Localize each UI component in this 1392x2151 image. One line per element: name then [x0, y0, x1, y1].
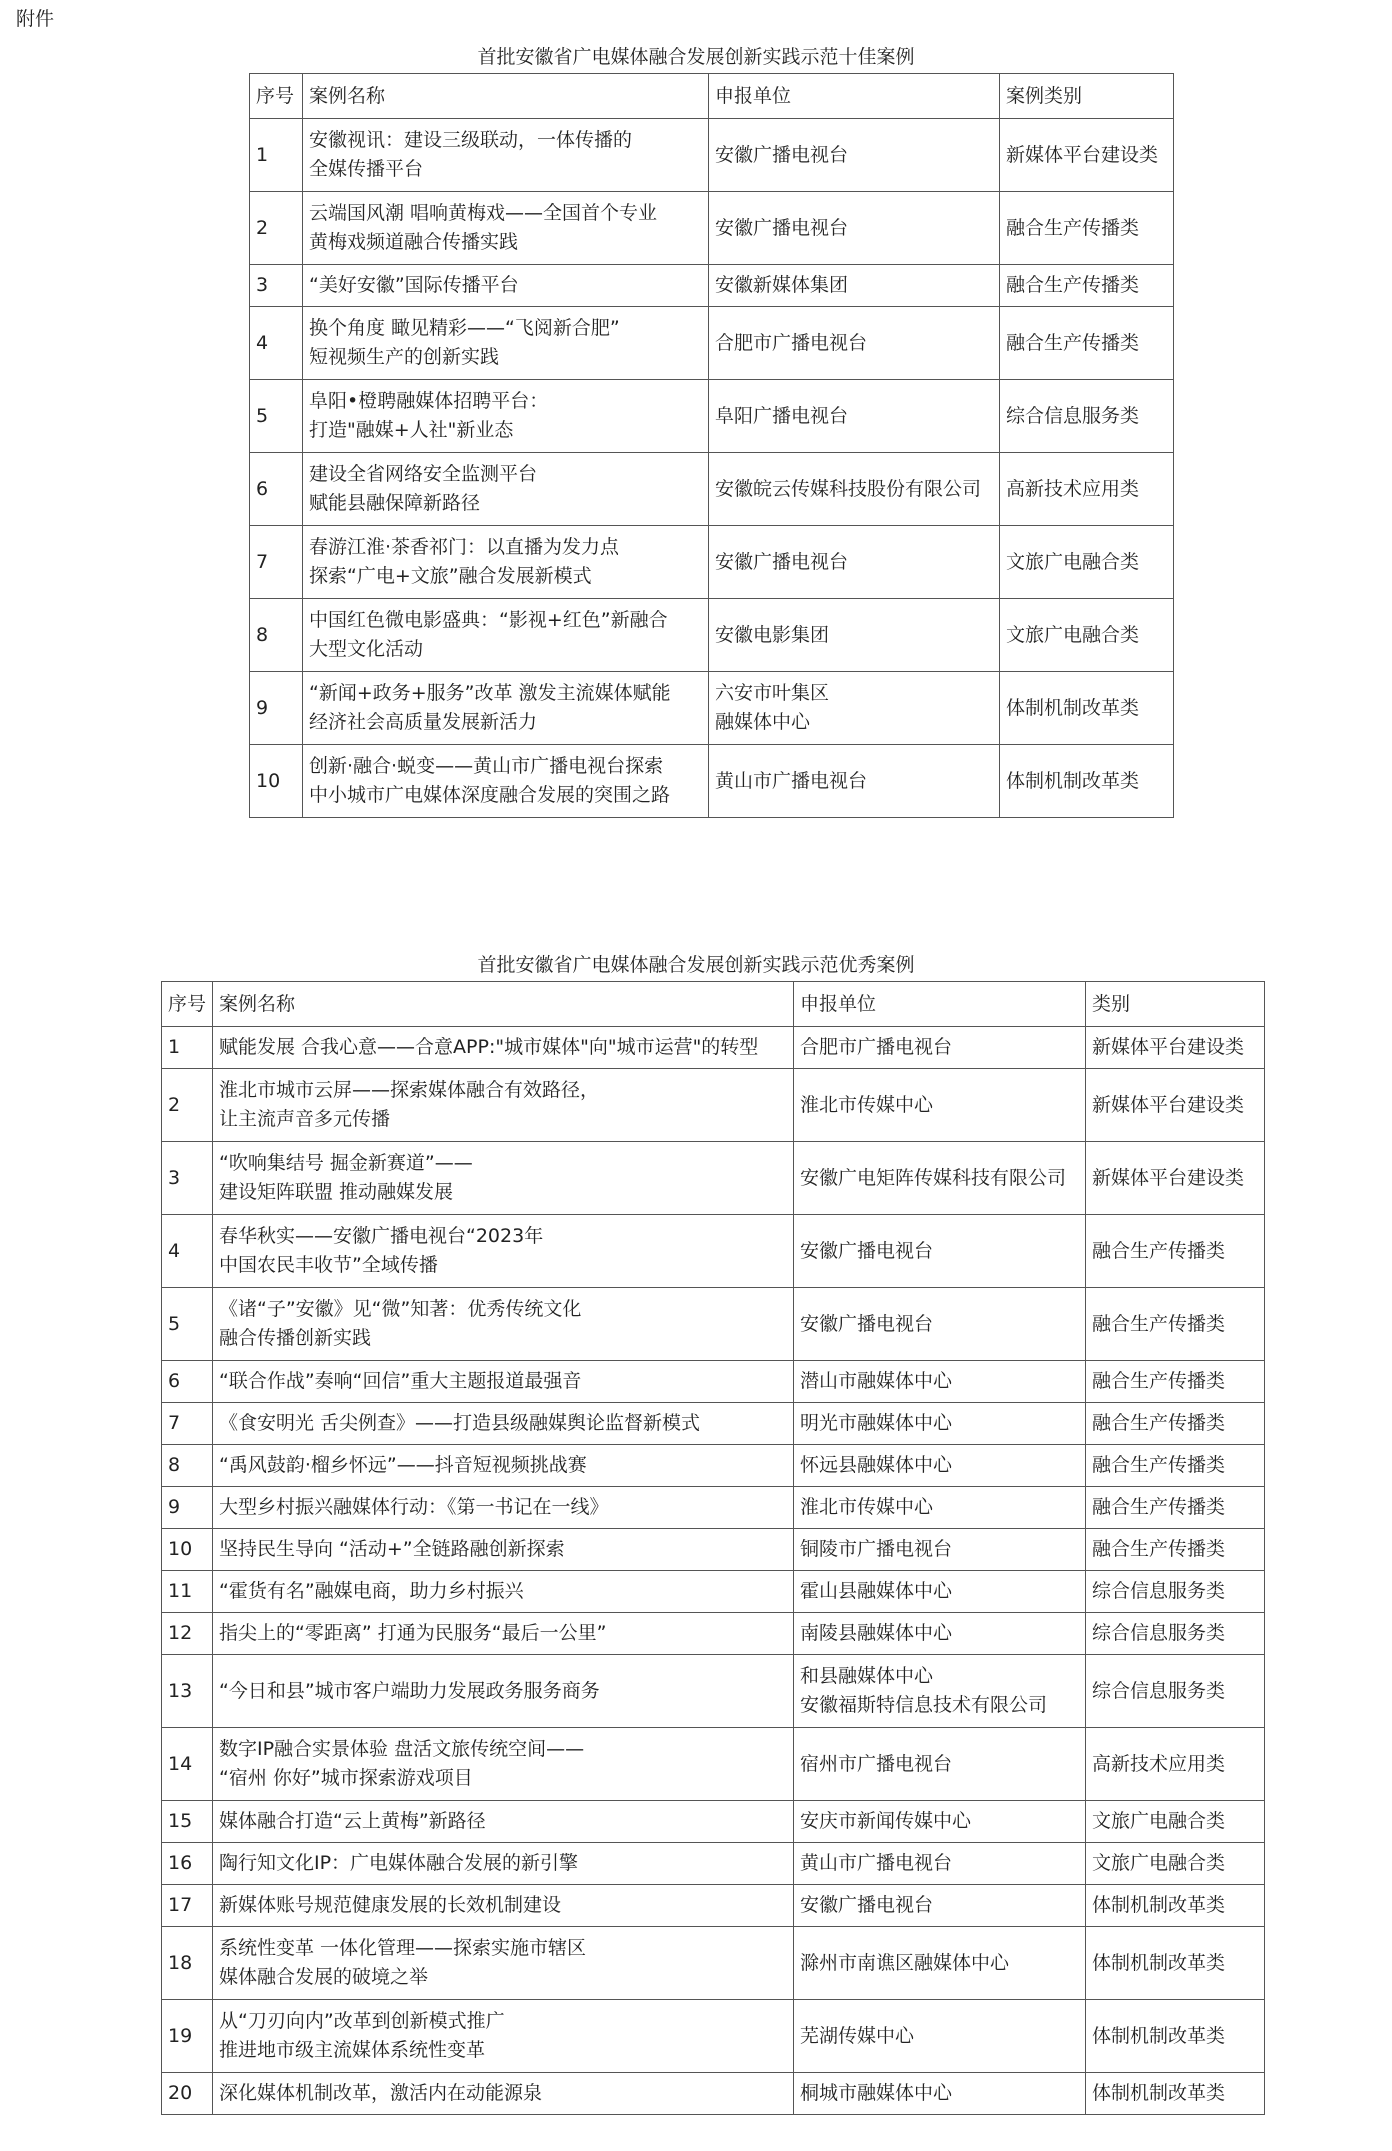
table1-title: 首批安徽省广电媒体融合发展创新实践示范十佳案例 — [477, 46, 915, 68]
cell-category: 融合生产传播类 — [1086, 1487, 1265, 1529]
header-row — [250, 74, 1174, 119]
cell-unit: 霍山县融媒体中心 — [794, 1571, 1086, 1613]
table-row — [162, 1215, 1265, 1288]
table-row — [162, 1655, 1265, 1728]
cell-index: 8 — [162, 1445, 213, 1487]
column-header: 序号 — [250, 74, 303, 119]
cell-case-name: “美好安徽”国际传播平台 — [303, 265, 709, 307]
cell-index: 10 — [250, 745, 303, 818]
cell-category: 文旅广电融合类 — [1086, 1801, 1265, 1843]
table-row — [250, 192, 1174, 265]
cell-unit: 安徽广播电视台 — [794, 1288, 1086, 1361]
cell-index: 7 — [250, 526, 303, 599]
cell-index: 9 — [162, 1487, 213, 1529]
column-header: 类别 — [1086, 982, 1265, 1027]
cell-case-name: 指尖上的“零距离” 打通为民服务“最后一公里” — [213, 1613, 794, 1655]
cell-case-name: “联合作战”奏响“回信”重大主题报道最强音 — [213, 1361, 794, 1403]
cell-category: 综合信息服务类 — [1086, 1655, 1265, 1728]
cell-case-name: “新闻+政务+服务”改革 激发主流媒体赋能 经济社会高质量发展新活力 — [303, 672, 709, 745]
cell-case-name: “霍货有名”融媒电商，助力乡村振兴 — [213, 1571, 794, 1613]
cell-case-name: 陶行知文化IP：广电媒体融合发展的新引擎 — [213, 1843, 794, 1885]
cell-case-name: 中国红色微电影盛典：“影视+红色”新融合 大型文化活动 — [303, 599, 709, 672]
cell-index: 1 — [250, 119, 303, 192]
table-row — [162, 2000, 1265, 2073]
cell-index: 8 — [250, 599, 303, 672]
table-row — [162, 1445, 1265, 1487]
cell-category: 体制机制改革类 — [1086, 1927, 1265, 2000]
table-row — [250, 672, 1174, 745]
cell-unit: 黄山市广播电视台 — [709, 745, 1000, 818]
cell-category: 融合生产传播类 — [1086, 1215, 1265, 1288]
cell-category: 综合信息服务类 — [1086, 1613, 1265, 1655]
cell-index: 2 — [250, 192, 303, 265]
cell-unit: 安徽皖云传媒科技股份有限公司 — [709, 453, 1000, 526]
cell-category: 体制机制改革类 — [1086, 1885, 1265, 1927]
table-row — [162, 1142, 1265, 1215]
cell-case-name: 淮北市城市云屏——探索媒体融合有效路径， 让主流声音多元传播 — [213, 1069, 794, 1142]
table-row — [162, 1529, 1265, 1571]
cell-unit: 黄山市广播电视台 — [794, 1843, 1086, 1885]
table-row — [162, 1027, 1265, 1069]
cell-index: 6 — [162, 1361, 213, 1403]
cell-case-name: 从“刀刃向内”改革到创新模式推广 推进地市级主流媒体系统性变革 — [213, 2000, 794, 2073]
cell-unit: 淮北市传媒中心 — [794, 1487, 1086, 1529]
cell-index: 4 — [250, 307, 303, 380]
cell-index: 19 — [162, 2000, 213, 2073]
cell-case-name: 《食安明光 舌尖例查》——打造县级融媒舆论监督新模式 — [213, 1403, 794, 1445]
cell-category: 高新技术应用类 — [1086, 1728, 1265, 1801]
cell-case-name: 赋能发展 合我心意——合意APP:"城市媒体"向"城市运营"的转型 — [213, 1027, 794, 1069]
cell-category: 文旅广电融合类 — [1000, 599, 1174, 672]
cell-unit: 铜陵市广播电视台 — [794, 1529, 1086, 1571]
cell-category: 文旅广电融合类 — [1086, 1843, 1265, 1885]
cell-case-name: 春华秋实——安徽广播电视台“2023年 中国农民丰收节”全域传播 — [213, 1215, 794, 1288]
table-row — [250, 307, 1174, 380]
table-row — [250, 526, 1174, 599]
cell-index: 11 — [162, 1571, 213, 1613]
excellent-cases-table — [161, 981, 1265, 2115]
cell-category: 新媒体平台建设类 — [1086, 1069, 1265, 1142]
cell-index: 10 — [162, 1529, 213, 1571]
cell-case-name: 新媒体账号规范健康发展的长效机制建设 — [213, 1885, 794, 1927]
cell-case-name: “禹风鼓韵·榴乡怀远”——抖音短视频挑战赛 — [213, 1445, 794, 1487]
column-header: 申报单位 — [709, 74, 1000, 119]
cell-unit: 合肥市广播电视台 — [709, 307, 1000, 380]
cell-index: 12 — [162, 1613, 213, 1655]
cell-unit: 安徽电影集团 — [709, 599, 1000, 672]
cell-case-name: “吹响集结号 掘金新赛道”—— 建设矩阵联盟 推动融媒发展 — [213, 1142, 794, 1215]
cell-index: 2 — [162, 1069, 213, 1142]
cell-index: 20 — [162, 2073, 213, 2115]
cell-unit: 明光市融媒体中心 — [794, 1403, 1086, 1445]
cell-category: 高新技术应用类 — [1000, 453, 1174, 526]
cell-case-name: 安徽视讯：建设三级联动，一体传播的 全媒传播平台 — [303, 119, 709, 192]
cell-category: 融合生产传播类 — [1000, 265, 1174, 307]
cell-index: 15 — [162, 1801, 213, 1843]
table-row — [162, 1487, 1265, 1529]
cell-category: 新媒体平台建设类 — [1000, 119, 1174, 192]
cell-unit: 安徽广播电视台 — [794, 1885, 1086, 1927]
table-row — [250, 453, 1174, 526]
cell-unit: 安徽广电矩阵传媒科技有限公司 — [794, 1142, 1086, 1215]
header-row — [162, 982, 1265, 1027]
cell-unit: 阜阳广播电视台 — [709, 380, 1000, 453]
cell-case-name: 大型乡村振兴融媒体行动：《第一书记在一线》 — [213, 1487, 794, 1529]
cell-case-name: 深化媒体机制改革，激活内在动能源泉 — [213, 2073, 794, 2115]
table-row — [162, 1927, 1265, 2000]
cell-case-name: 数字IP融合实景体验 盘活文旅传统空间—— “宿州 你好”城市探索游戏项目 — [213, 1728, 794, 1801]
cell-unit: 安徽广播电视台 — [709, 192, 1000, 265]
cell-category: 综合信息服务类 — [1000, 380, 1174, 453]
cell-category: 体制机制改革类 — [1086, 2000, 1265, 2073]
cell-unit: 安徽广播电视台 — [794, 1215, 1086, 1288]
cell-unit: 安庆市新闻传媒中心 — [794, 1801, 1086, 1843]
table-row — [162, 1613, 1265, 1655]
table-row — [162, 1403, 1265, 1445]
cell-unit: 潜山市融媒体中心 — [794, 1361, 1086, 1403]
cell-unit: 合肥市广播电视台 — [794, 1027, 1086, 1069]
cell-index: 14 — [162, 1728, 213, 1801]
cell-unit: 安徽广播电视台 — [709, 119, 1000, 192]
cell-unit: 芜湖传媒中心 — [794, 2000, 1086, 2073]
cell-index: 4 — [162, 1215, 213, 1288]
table-row — [162, 1843, 1265, 1885]
cell-category: 文旅广电融合类 — [1000, 526, 1174, 599]
top-ten-cases-table — [249, 73, 1174, 818]
table-row — [162, 2073, 1265, 2115]
cell-index: 3 — [250, 265, 303, 307]
table-row — [162, 1571, 1265, 1613]
cell-case-name: 春游江淮·茶香祁门：以直播为发力点 探索“广电+文旅”融合发展新模式 — [303, 526, 709, 599]
cell-unit: 桐城市融媒体中心 — [794, 2073, 1086, 2115]
cell-case-name: 云端国风潮 唱响黄梅戏——全国首个专业 黄梅戏频道融合传播实践 — [303, 192, 709, 265]
cell-category: 体制机制改革类 — [1000, 745, 1174, 818]
cell-category: 融合生产传播类 — [1086, 1403, 1265, 1445]
table-row — [162, 1361, 1265, 1403]
cell-index: 5 — [162, 1288, 213, 1361]
cell-index: 5 — [250, 380, 303, 453]
cell-category: 融合生产传播类 — [1086, 1361, 1265, 1403]
cell-case-name: 系统性变革 一体化管理——探索实施市辖区 媒体融合发展的破境之举 — [213, 1927, 794, 2000]
table-row — [250, 745, 1174, 818]
cell-unit: 宿州市广播电视台 — [794, 1728, 1086, 1801]
cell-unit: 南陵县融媒体中心 — [794, 1613, 1086, 1655]
table2-title: 首批安徽省广电媒体融合发展创新实践示范优秀案例 — [477, 954, 915, 976]
cell-index: 6 — [250, 453, 303, 526]
cell-case-name: 《诸“子”安徽》见“微”知著：优秀传统文化 融合传播创新实践 — [213, 1288, 794, 1361]
cell-case-name: “今日和县”城市客户端助力发展政务服务商务 — [213, 1655, 794, 1728]
cell-category: 新媒体平台建设类 — [1086, 1142, 1265, 1215]
column-header: 序号 — [162, 982, 213, 1027]
cell-category: 体制机制改革类 — [1086, 2073, 1265, 2115]
table-row — [162, 1801, 1265, 1843]
table-row — [250, 119, 1174, 192]
cell-unit: 怀远县融媒体中心 — [794, 1445, 1086, 1487]
column-header: 案例类别 — [1000, 74, 1174, 119]
table-row — [162, 1728, 1265, 1801]
cell-index: 18 — [162, 1927, 213, 2000]
cell-index: 16 — [162, 1843, 213, 1885]
cell-unit: 安徽新媒体集团 — [709, 265, 1000, 307]
cell-category: 融合生产传播类 — [1000, 192, 1174, 265]
cell-category: 综合信息服务类 — [1086, 1571, 1265, 1613]
cell-index: 3 — [162, 1142, 213, 1215]
cell-unit: 安徽广播电视台 — [709, 526, 1000, 599]
cell-unit: 淮北市传媒中心 — [794, 1069, 1086, 1142]
column-header: 申报单位 — [794, 982, 1086, 1027]
cell-category: 体制机制改革类 — [1000, 672, 1174, 745]
cell-index: 1 — [162, 1027, 213, 1069]
cell-category: 融合生产传播类 — [1086, 1529, 1265, 1571]
cell-index: 9 — [250, 672, 303, 745]
table-row — [250, 599, 1174, 672]
cell-case-name: 建设全省网络安全监测平台 赋能县融保障新路径 — [303, 453, 709, 526]
table-row — [162, 1885, 1265, 1927]
cell-case-name: 媒体融合打造“云上黄梅”新路径 — [213, 1801, 794, 1843]
attachment-label: 附件 — [16, 8, 55, 30]
cell-index: 17 — [162, 1885, 213, 1927]
cell-category: 融合生产传播类 — [1086, 1445, 1265, 1487]
cell-unit: 滁州市南谯区融媒体中心 — [794, 1927, 1086, 2000]
cell-index: 7 — [162, 1403, 213, 1445]
cell-case-name: 坚持民生导向 “活动+”全链路融创新探索 — [213, 1529, 794, 1571]
cell-unit: 六安市叶集区 融媒体中心 — [709, 672, 1000, 745]
table-row — [250, 380, 1174, 453]
cell-category: 融合生产传播类 — [1086, 1288, 1265, 1361]
column-header: 案例名称 — [213, 982, 794, 1027]
cell-unit: 和县融媒体中心 安徽福斯特信息技术有限公司 — [794, 1655, 1086, 1728]
cell-case-name: 创新·融合·蜕变——黄山市广播电视台探索 中小城市广电媒体深度融合发展的突围之路 — [303, 745, 709, 818]
cell-category: 融合生产传播类 — [1000, 307, 1174, 380]
cell-category: 新媒体平台建设类 — [1086, 1027, 1265, 1069]
cell-case-name: 阜阳•橙聘融媒体招聘平台： 打造"融媒+人社"新业态 — [303, 380, 709, 453]
cell-case-name: 换个角度 瞰见精彩——“飞阅新合肥” 短视频生产的创新实践 — [303, 307, 709, 380]
table-row — [250, 265, 1174, 307]
cell-index: 13 — [162, 1655, 213, 1728]
column-header: 案例名称 — [303, 74, 709, 119]
table-row — [162, 1069, 1265, 1142]
table-row — [162, 1288, 1265, 1361]
